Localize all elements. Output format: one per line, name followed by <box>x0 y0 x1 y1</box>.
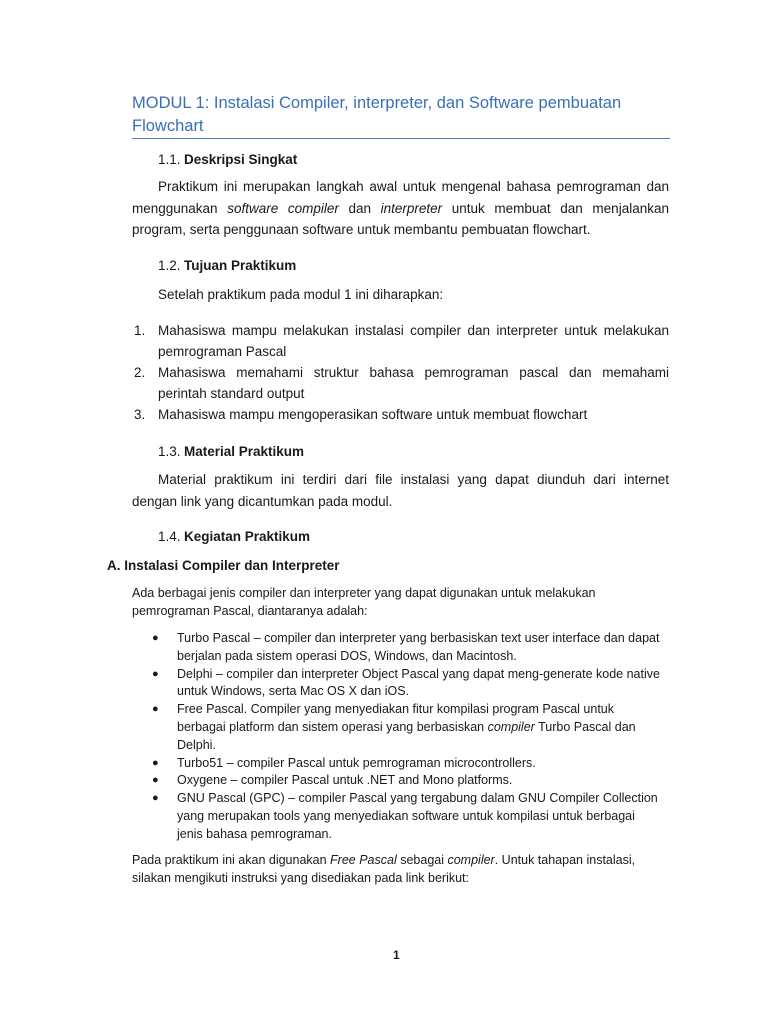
section-heading-1-1 <box>158 151 297 169</box>
description-paragraph <box>132 176 669 241</box>
list-number: 3. <box>134 407 146 422</box>
italic-run: compiler <box>487 719 535 734</box>
italic-run: Free Pascal <box>330 853 397 867</box>
text-run: sebagai <box>396 853 448 867</box>
list-text: GNU Pascal (GPC) – compiler Pascal yang tergabung dalam GNU Compiler Collection yang merupakan tools yang menyediakan software untuk kompilasi untuk berbagai jenis bahasa pemrograman. <box>177 791 658 841</box>
section-title: Kegiatan Praktikum <box>184 529 311 544</box>
list-item <box>150 755 660 773</box>
list-text: Mahasiswa mampu melakukan instalasi compiler dan interpreter untuk melakukan pemrograman Pascal <box>158 323 669 359</box>
section-title: Tujuan Praktikum <box>184 258 297 273</box>
list-text: Turbo Pascal – compiler dan interpreter yang berbasiskan text user interface dan dapat berjalan pada sistem operasi DOS, Windows, dan Macintosh. <box>177 631 660 663</box>
section-heading-1-4 <box>158 528 310 546</box>
bullet-icon: ● <box>152 774 159 787</box>
section-heading-1-2 <box>158 257 296 275</box>
subsection-heading-a: A. Instalasi Compiler dan Interpreter <box>107 558 340 573</box>
section-heading-1-3 <box>158 443 304 461</box>
section-number: 1.2. <box>158 258 181 273</box>
bullet-icon: ● <box>152 756 159 769</box>
list-item <box>150 666 660 702</box>
compiler-list <box>150 630 660 844</box>
objectives-list <box>132 320 669 425</box>
text-run: untuk membuat dan menjalankan program, serta penggunaan software untuk membantu pembuatan flowchart. <box>132 200 669 237</box>
closing-paragraph <box>132 852 652 888</box>
text-run: . Untuk tahapan instalasi, silakan mengikuti instruksi yang disediakan pada link berikut: <box>132 853 636 885</box>
bullet-icon: ● <box>152 632 159 644</box>
text-run: Setelah praktikum pada modul 1 ini diharapkan: <box>158 287 444 302</box>
text-run: Material praktikum ini terdiri dari file instalasi yang dapat diunduh dari internet dengan link yang dicantumkan pada modul. <box>132 472 669 509</box>
list-item <box>150 772 660 790</box>
list-text: Oxygene – compiler Pascal untuk .NET and Mono platforms. <box>177 773 513 788</box>
italic-run: software compiler <box>227 200 339 216</box>
list-item <box>150 701 660 754</box>
text-run: Pada praktikum ini akan digunakan <box>132 853 331 867</box>
section-number: 1.3. <box>158 444 181 459</box>
objectives-intro <box>132 284 669 306</box>
list-text: Turbo Pascal dan Delphi. <box>177 719 636 752</box>
module-title: MODUL 1: Instalasi Compiler, interpreter, dan Software pembuatan Flowchart <box>132 94 622 135</box>
list-item <box>132 320 669 362</box>
list-text: Mahasiswa mampu mengoperasikan software untuk membuat flowchart <box>158 407 588 422</box>
list-item <box>132 404 669 425</box>
text-run: dan <box>338 200 381 216</box>
italic-run: compiler <box>447 853 495 867</box>
list-item <box>132 362 669 404</box>
list-text: Mahasiswa memahami struktur bahasa pemrograman pascal dan memahami perintah standard output <box>158 365 669 401</box>
section-number: 1.1. <box>158 152 181 167</box>
list-number: 2. <box>134 365 146 380</box>
compiler-intro: Ada berbagai jenis compiler dan interpreter yang dapat digunakan untuk melakukan pemrograman Pascal, diantaranya adalah: <box>132 586 596 618</box>
list-item <box>150 790 660 843</box>
title-underline <box>132 138 670 139</box>
text-run: Praktikum ini merupakan langkah awal untuk mengenal bahasa pemrograman dan menggunakan <box>132 179 669 216</box>
list-item <box>150 630 660 666</box>
bullet-icon: ● <box>152 792 159 805</box>
material-paragraph <box>132 469 669 512</box>
section-title: Deskripsi Singkat <box>184 152 298 167</box>
list-number: 1. <box>134 323 146 338</box>
italic-run: interpreter <box>380 200 443 216</box>
bullet-icon: ● <box>152 703 159 716</box>
section-number: 1.4. <box>158 529 181 544</box>
list-text: Turbo51 – compiler Pascal untuk pemrograman microcontrollers. <box>177 755 536 770</box>
list-text: Free Pascal. Compiler yang menyediakan fitur kompilasi program Pascal untuk berbagai platform dan sistem operasi yang berbasiskan <box>177 702 614 734</box>
bullet-icon: ● <box>152 667 159 680</box>
section-title: Material Praktikum <box>184 444 305 459</box>
page-number: 1 <box>393 948 400 962</box>
list-text: Delphi – compiler dan interpreter Object Pascal yang dapat meng-generate kode native untuk Windows, serta Mac OS X dan iOS. <box>177 666 660 699</box>
